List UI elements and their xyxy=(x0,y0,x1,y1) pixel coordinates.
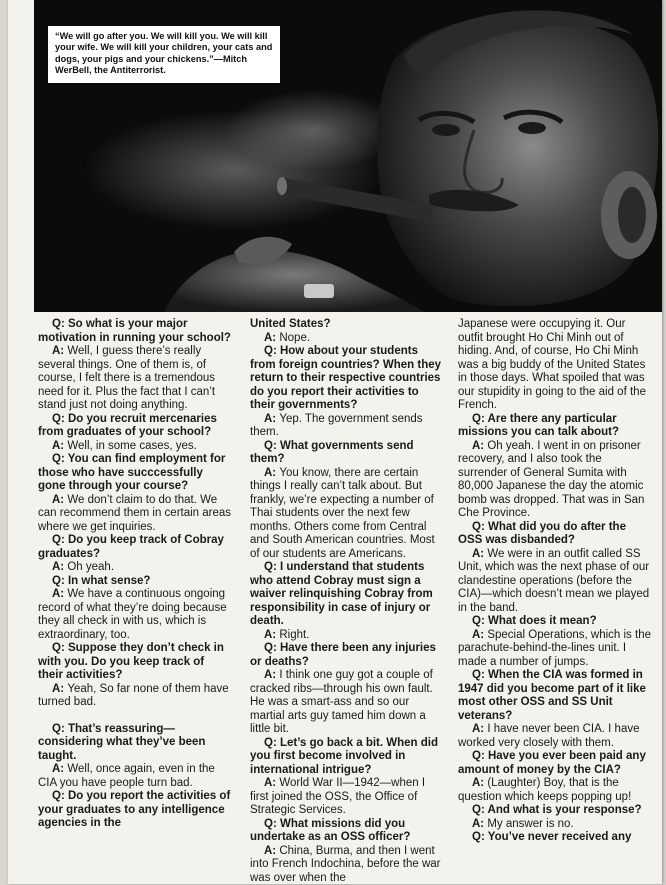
question: Q: So what is your major motivation in running your school? xyxy=(38,318,232,345)
answer-label: A: xyxy=(472,629,487,641)
question: Q: That’s reassuring—considering what they’ve been taught. xyxy=(38,723,232,764)
answer-text: We were in an outfit called SS Unit, which was the next phase of our clandestine operations (before the CIA)—which doesn’t mean we played in the band. xyxy=(458,548,649,614)
answer-text: Special Operations, which is the parachute-behind-the-lines unit. I made a number of jumps. xyxy=(458,629,651,668)
answer-text: Well, in some cases, yes. xyxy=(67,440,197,452)
answer-label: A: xyxy=(264,845,279,857)
answer xyxy=(458,629,652,670)
answer-text: We don’t claim to do that. We can recommend them in certain areas where we get inquiries. xyxy=(38,494,231,533)
question: Q: In what sense? xyxy=(38,575,232,589)
question: Q: Have you ever been paid any amount of money by the CIA? xyxy=(458,750,652,777)
answer xyxy=(250,629,444,643)
answer-text: I think one guy got a couple of cracked ribs—through his own fault. He was a smart-ass and so our martial arts guy tamed him down a little bit. xyxy=(250,669,433,735)
answer xyxy=(458,818,652,832)
question: United States? xyxy=(250,318,444,332)
column-3 xyxy=(458,318,652,845)
question: Q: What did you do after the OSS was disbanded? xyxy=(458,521,652,548)
answer xyxy=(38,494,232,535)
answer-label: A: xyxy=(52,763,67,775)
answer-label: A: xyxy=(52,561,67,573)
column-1 xyxy=(38,318,232,831)
answer xyxy=(458,777,652,804)
answer-text: Right. xyxy=(279,629,309,641)
answer-text: Yeah, So far none of them have turned bad. xyxy=(38,683,229,709)
answer xyxy=(38,345,232,413)
question: Q: Do you keep track of Cobray graduates? xyxy=(38,534,232,561)
answer-label: A: xyxy=(472,723,487,735)
answer xyxy=(38,561,232,575)
answer-label: A: xyxy=(264,467,279,479)
answer xyxy=(250,845,444,885)
interview-text xyxy=(38,318,662,884)
question: Q: Do you report the activities of your graduates to any intelligence agencies in the xyxy=(38,790,232,831)
question: Q: And what is your response? xyxy=(458,804,652,818)
question: Q: Are there any particular missions you can talk about? xyxy=(458,413,652,440)
magazine-page xyxy=(8,0,662,884)
answer-label: A: xyxy=(52,588,67,600)
answer-text: Oh yeah. I went in on prisoner recovery, and I also took the surrender of General Sumita with 80,000 Japanese the day the atomic bomb was dropped. That was in San Che Province. xyxy=(458,440,644,520)
answer xyxy=(250,467,444,562)
answer xyxy=(38,683,232,710)
answer-text: We have a continuous ongoing record of what they’re doing because they all check in with us, which is extraordinary, too. xyxy=(38,588,227,641)
answer xyxy=(250,669,444,737)
answer-label: A: xyxy=(472,818,487,830)
question: Q: What missions did you undertake as an OSS officer? xyxy=(250,818,444,845)
answer-label: A: xyxy=(472,777,487,789)
question: Q: You can find employment for those who have succcessfully gone through your course? xyxy=(38,453,232,494)
question: Q: What governments send them? xyxy=(250,440,444,467)
answer-text: I have never been CIA. I have worked very closely with them. xyxy=(458,723,640,749)
answer xyxy=(250,413,444,440)
pull-quote: “We will go after you. We will kill you. We will kill your wife. We will kill your children, your cats and dogs, your pigs and your chickens.”—Mitch WerBell, the Antiterrorist. xyxy=(48,26,280,83)
answer-label: A: xyxy=(264,332,279,344)
answer-label: A: xyxy=(52,345,67,357)
answer-text: Well, once again, even in the CIA you have people turn bad. xyxy=(38,763,215,789)
answer-text: You know, there are certain things I really can’t talk about. But frankly, we’re expecting a number of Thai students over the next few months. Others come from Central and South American countries. Most of our students are Americans. xyxy=(250,467,435,560)
answer xyxy=(38,588,232,642)
answer xyxy=(38,440,232,454)
answer-label: A: xyxy=(264,629,279,641)
answer-label: A: xyxy=(472,548,487,560)
question: Q: I understand that students who attend Cobray must sign a waiver relinquishing Cobray from responsibility in case of injury or death. xyxy=(250,561,444,629)
answer-text: World War II—1942—when I first joined the OSS, the Office of Strategic Services. xyxy=(250,777,425,816)
question: Q: Do you recruit mercenaries from graduates of your school? xyxy=(38,413,232,440)
question: Q: You’ve never received any xyxy=(458,831,652,845)
answer-text: China, Burma, and then I went into French Indochina, before the war was over when the xyxy=(250,845,441,884)
answer-continued: Japanese were occupying it. Our outfit brought Ho Chi Minh out of hiding. And, of course, Ho Chi Minh was a big buddy of the United States in those days. What spoiled that was our stupidity in going to the aid of the French. xyxy=(458,318,652,413)
answer xyxy=(458,548,652,616)
question: Q: What does it mean? xyxy=(458,615,652,629)
answer-label: A: xyxy=(52,683,67,695)
answer-text: Yep. The government sends them. xyxy=(250,413,423,439)
question: Q: Let’s go back a bit. When did you first become involved in international intrigue? xyxy=(250,737,444,778)
answer-text: (Laughter) Boy, that is the question which keeps popping up! xyxy=(458,777,631,803)
question: Q: Have there been any injuries or deaths? xyxy=(250,642,444,669)
portrait-photo xyxy=(34,0,662,312)
answer-label: A: xyxy=(52,494,67,506)
answer-text: Oh yeah. xyxy=(67,561,114,573)
answer-text: My answer is no. xyxy=(487,818,573,830)
question: Q: Suppose they don’t check in with you. Do you keep track of their activities? xyxy=(38,642,232,683)
answer xyxy=(458,440,652,521)
answer xyxy=(250,332,444,346)
answer xyxy=(250,777,444,818)
answer-label: A: xyxy=(52,440,67,452)
answer xyxy=(38,763,232,790)
answer-label: A: xyxy=(264,669,279,681)
answer xyxy=(458,723,652,750)
column-2 xyxy=(250,318,444,885)
answer-text: Well, I guess there’s really several things. One of them is, of course, I felt there is a tremendous need for it. Plus the fact that I can’t stand just not doing anything. xyxy=(38,345,215,411)
answer-text: Nope. xyxy=(279,332,310,344)
answer-label: A: xyxy=(264,777,279,789)
answer-label: A: xyxy=(264,413,279,425)
question: Q: When the CIA was formed in 1947 did you become part of it like most other OSS and SS Unit veterans? xyxy=(458,669,652,723)
question: Q: How about your students from foreign countries? When they return to their respective countries do you report their activities to their governments? xyxy=(250,345,444,413)
answer-label: A: xyxy=(472,440,487,452)
